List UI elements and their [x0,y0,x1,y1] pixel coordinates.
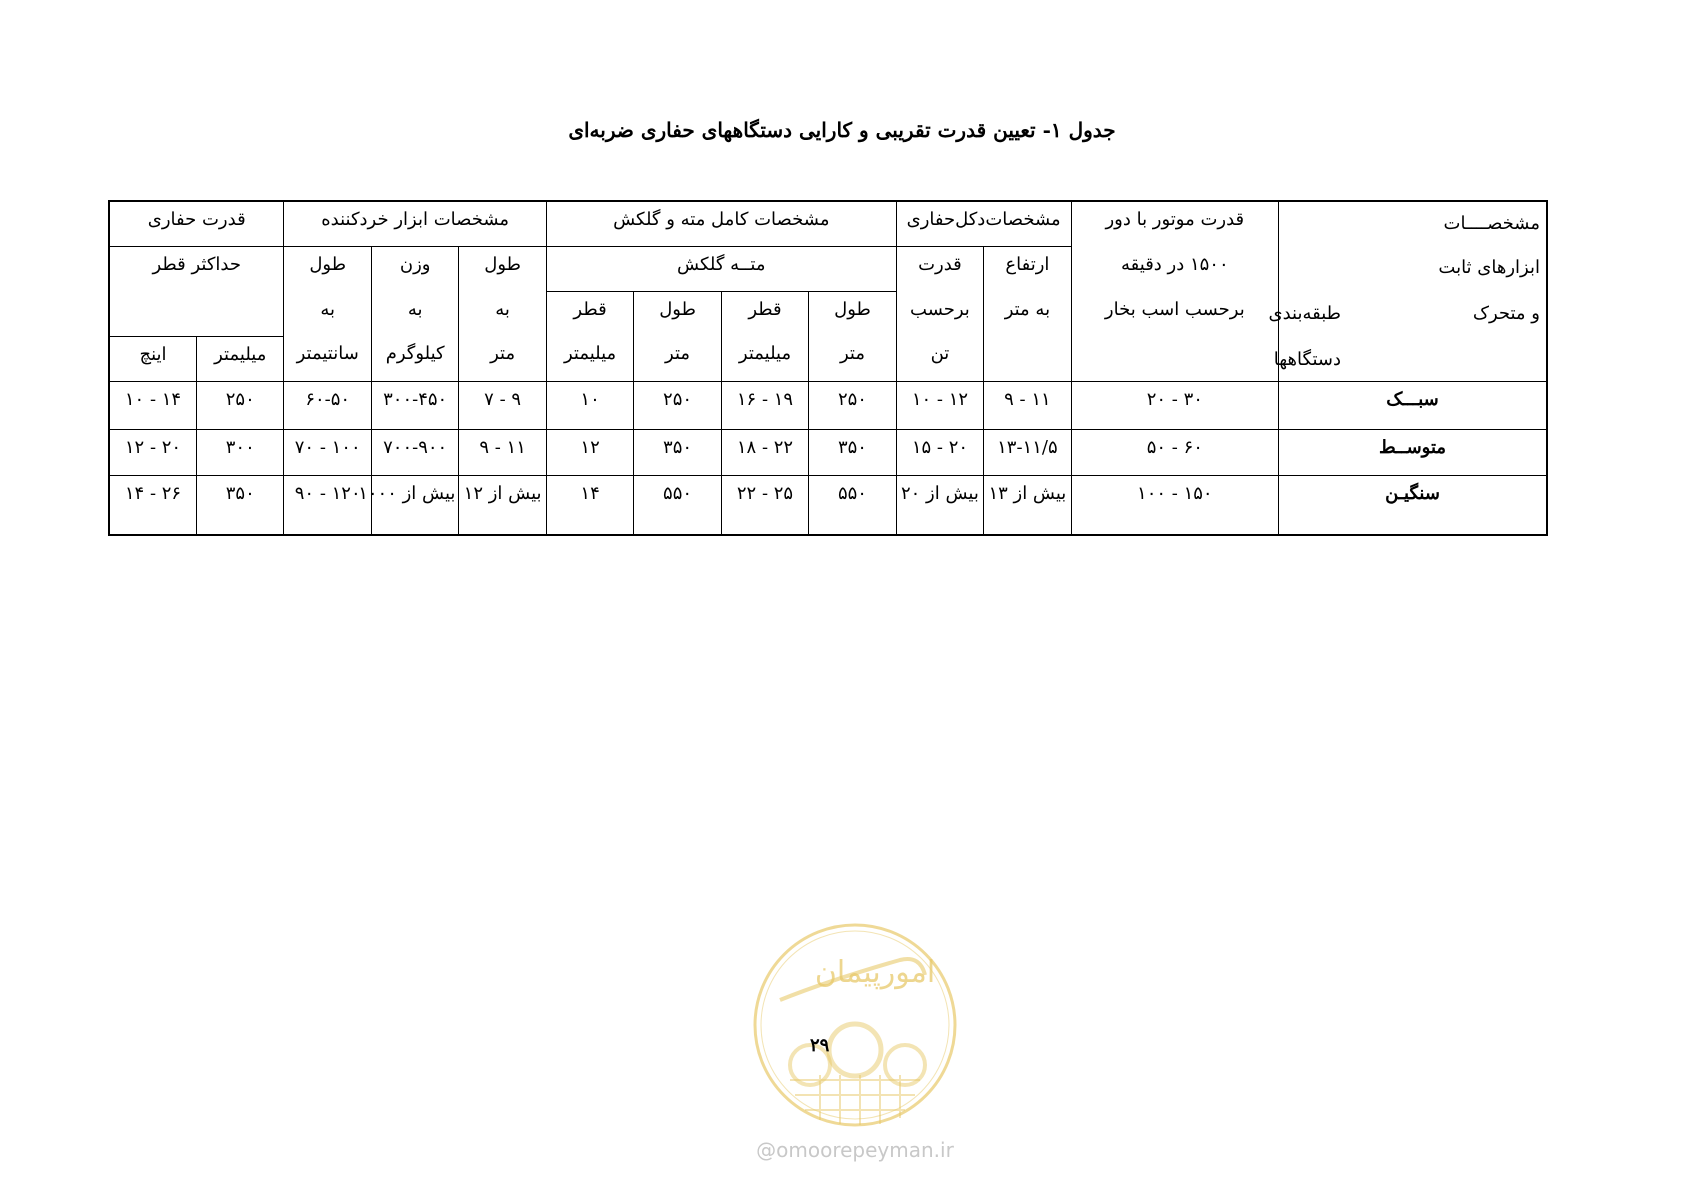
height-cell: بیش از ۱۳ [984,475,1071,535]
inch-header: اینچ [109,336,197,381]
rig-header: مشخصات‌دکل‌حفاری [896,201,1071,247]
height-cell: ۱۱ - ۹ [984,381,1071,429]
motor-header-spacer [1071,336,1278,381]
crusher-length-m-line1: طول [459,247,546,292]
crusher-weight-cell: ۳۰۰-۴۵۰ [371,381,458,429]
crusher-length-m-cell: ۹ - ۷ [459,381,546,429]
class-header-line1: مشخصــــات [1443,213,1540,234]
watermark-logo [750,920,960,1130]
crusher-length-cm-cell: ۱۰۰ - ۷۰ [284,429,371,475]
bit-group-header: متــه گلکش [546,247,896,292]
class-header-line4: طبقه‌بندی [1268,303,1341,324]
bit-diameter2-cell: ۱۴ [546,475,633,535]
bit-length2-line2: متر [634,336,721,381]
max-dia-mm-cell: ۳۵۰ [197,475,284,535]
bit-length1-cell: ۲۵۰ [809,381,896,429]
bit-length1-cell: ۵۵۰ [809,475,896,535]
max-dia-inch-cell: ۲۶ - ۱۴ [109,475,197,535]
watermark-logo-text: امورپیمان [814,955,936,990]
drilling-spec-table [108,200,1548,536]
bit-diameter2-line1: قطر [546,292,633,337]
power-cell: ۲۰ - ۱۵ [896,429,983,475]
crusher-weight-cell: ۷۰۰-۹۰۰ [371,429,458,475]
crusher-weight-line3: کیلوگرم [371,336,458,381]
bit-length2-cell: ۳۵۰ [634,429,721,475]
row-name: متوســط [1279,429,1547,475]
crusher-length-cm-line1: طول [284,247,371,292]
motor-header-line2: ۱۵۰۰ در دقیقه [1071,247,1278,292]
crusher-weight-line1: وزن [371,247,458,292]
power-cell: بیش از ۲۰ [896,475,983,535]
bit-length1-cell: ۳۵۰ [809,429,896,475]
bit-length2-cell: ۲۵۰ [634,381,721,429]
crusher-weight-line2: به [371,292,458,337]
crusher-length-m-cell: بیش از ۱۲ [459,475,546,535]
power-cell: ۱۲ - ۱۰ [896,381,983,429]
bit-length2-line1: طول [634,292,721,337]
bit-length1-line2: متر [809,336,896,381]
bit-diameter1-line1: قطر [721,292,808,337]
crusher-length-cm-cell: ۱۲۰ - ۹۰ [284,475,371,535]
rig-height-spacer [984,336,1071,381]
max-dia-mm-cell: ۳۰۰ [197,429,284,475]
motor-cell: ۱۵۰ - ۱۰۰ [1071,475,1278,535]
crusher-length-m-cell: ۱۱ - ۹ [459,429,546,475]
row-name: سنگیـن [1279,475,1547,535]
crusher-length-m-line3: متر [459,336,546,381]
motor-header-line1: قدرت موتور با دور [1071,201,1278,247]
table-row-heavy [109,475,1547,535]
max-dia-inch-cell: ۲۰ - ۱۲ [109,429,197,475]
crusher-length-cm-cell: ۶۰-۵۰ [284,381,371,429]
crusher-length-m-line2: به [459,292,546,337]
drilling-power-header: قدرت حفاری [109,201,284,247]
table-row-light [109,381,1547,429]
class-header-line5: دستگاهها [1273,349,1341,370]
rig-height-line2: به متر [984,292,1071,337]
page-number: ۲۹ [810,1035,830,1056]
max-dia-inch-cell: ۱۴ - ۱۰ [109,381,197,429]
watermark-url: @omoorepeyman.ir [756,1138,954,1162]
crusher-header: مشخصات ابزار خردکننده [284,201,546,247]
rig-power-line1: قدرت [896,247,983,292]
bit-diameter2-cell: ۱۰ [546,381,633,429]
motor-cell: ۶۰ - ۵۰ [1071,429,1278,475]
mm-header: میلیمتر [197,336,284,381]
class-header-line3: و متحرک [1472,303,1540,324]
bit-length1-line1: طول [809,292,896,337]
crusher-length-cm-line3: سانتیمتر [284,336,371,381]
table-title: جدول ۱- تعیین قدرت تقریبی و کارایی دستگاههای حفاری ضربه‌ای [568,118,1116,142]
bit-diameter1-cell: ۲۵ - ۲۲ [721,475,808,535]
max-dia-mm-cell: ۲۵۰ [197,381,284,429]
rig-power-line3: تن [896,336,983,381]
crusher-length-cm-line2: به [284,292,371,337]
max-diameter-spacer [109,292,284,337]
row-name: سبـــک [1279,381,1547,429]
max-diameter-header: حداکثر قطر [109,247,284,292]
bit-diameter1-line2: میلیمتر [721,336,808,381]
height-cell: ۱۳-۱۱/۵ [984,429,1071,475]
bit-diameter1-cell: ۱۹ - ۱۶ [721,381,808,429]
table-row-medium [109,429,1547,475]
rig-power-line2: برحسب [896,292,983,337]
bit-diameter1-cell: ۲۲ - ۱۸ [721,429,808,475]
full-bit-header: مشخصات کامل مته و گلکش [546,201,896,247]
crusher-weight-cell: بیش از ۱۰۰۰ [371,475,458,535]
class-header-line2: ابزارهای ثابت [1438,257,1540,278]
bit-diameter2-cell: ۱۲ [546,429,633,475]
motor-cell: ۳۰ - ۲۰ [1071,381,1278,429]
classification-header [1268,201,1547,381]
bit-length2-cell: ۵۵۰ [634,475,721,535]
rig-height-line1: ارتفاع [984,247,1071,292]
bit-diameter2-line2: میلیمتر [546,336,633,381]
motor-header-line3: برحسب اسب بخار [1071,292,1278,337]
